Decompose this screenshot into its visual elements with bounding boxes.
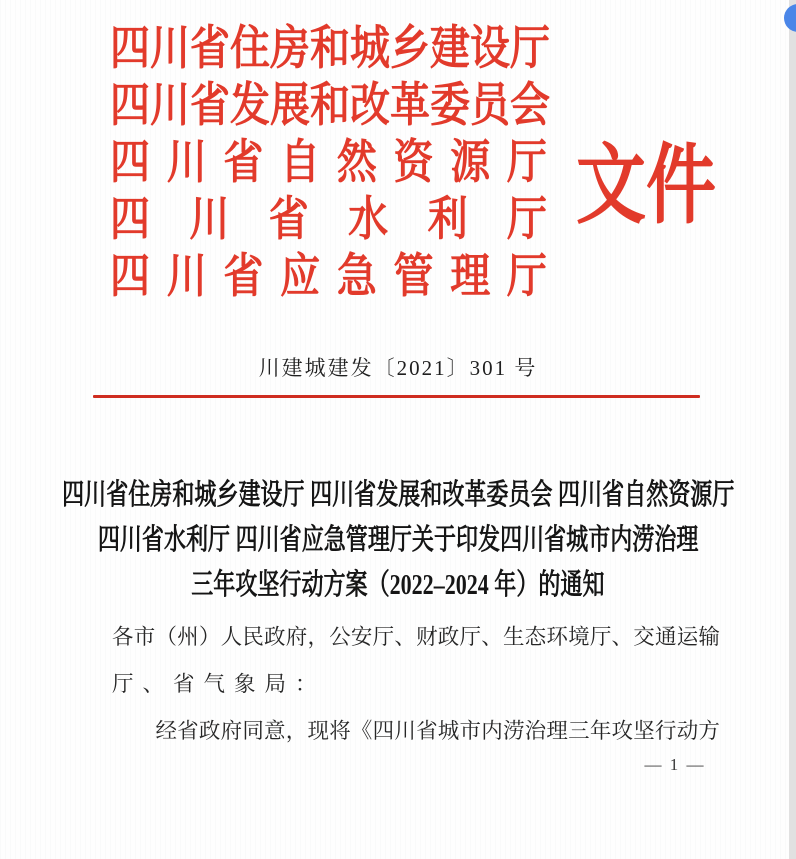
body-line-text: 厅、省气象局： (112, 672, 326, 696)
body-line-recipients-continued (112, 659, 720, 706)
document-reference-number: 川建城建发〔2021〕301 号 (258, 356, 538, 380)
agency-name-natural-resources: 四 川 省 自 然 资 源 厅 (110, 135, 547, 189)
body-line-opening: 经 省 政 府 同 意 ， 现 将 《 四 川 省 城 市 内 涝 治 理 三 年 攻 坚 行 动 方 (155, 719, 720, 743)
scrollbar-track[interactable] (789, 0, 796, 859)
document-title (0, 473, 796, 608)
title-line: 四川省住房和城乡建设厅 四川省发展和改革委员会 四川省自然资源厅 (61, 479, 735, 512)
red-separator-line (93, 395, 700, 398)
agency-name-list (110, 16, 550, 303)
document-body (112, 612, 720, 753)
agency-name-water-resources: 四 川 省 水 利 厅 (110, 192, 547, 246)
title-line: 四川省水利厅 四川省应急管理厅关于印发四川省城市内涝治理 (97, 524, 699, 557)
agency-name-emergency-management: 四 川 省 应 急 管 理 厅 (110, 249, 547, 303)
body-line-recipients: 各 市 （ 州 ） 人 民 政 府 ， 公 安 厅 、 财 政 厅 、 生 态 环 境 厅 、 交 通 运 输 (112, 625, 720, 649)
agency-name-housing: 四 川 省 住 房 和 城 乡 建 设 厅 (110, 21, 550, 75)
document-type-label: 文件 (576, 139, 716, 236)
title-line: 三年攻坚行动方案（2022–2024 年）的通知 (191, 569, 605, 602)
page-number: — 1 — (644, 755, 706, 774)
scroll-indicator-button[interactable] (784, 4, 796, 32)
agency-name-development-reform: 四 川 省 发 展 和 改 革 委 员 会 (110, 78, 550, 132)
